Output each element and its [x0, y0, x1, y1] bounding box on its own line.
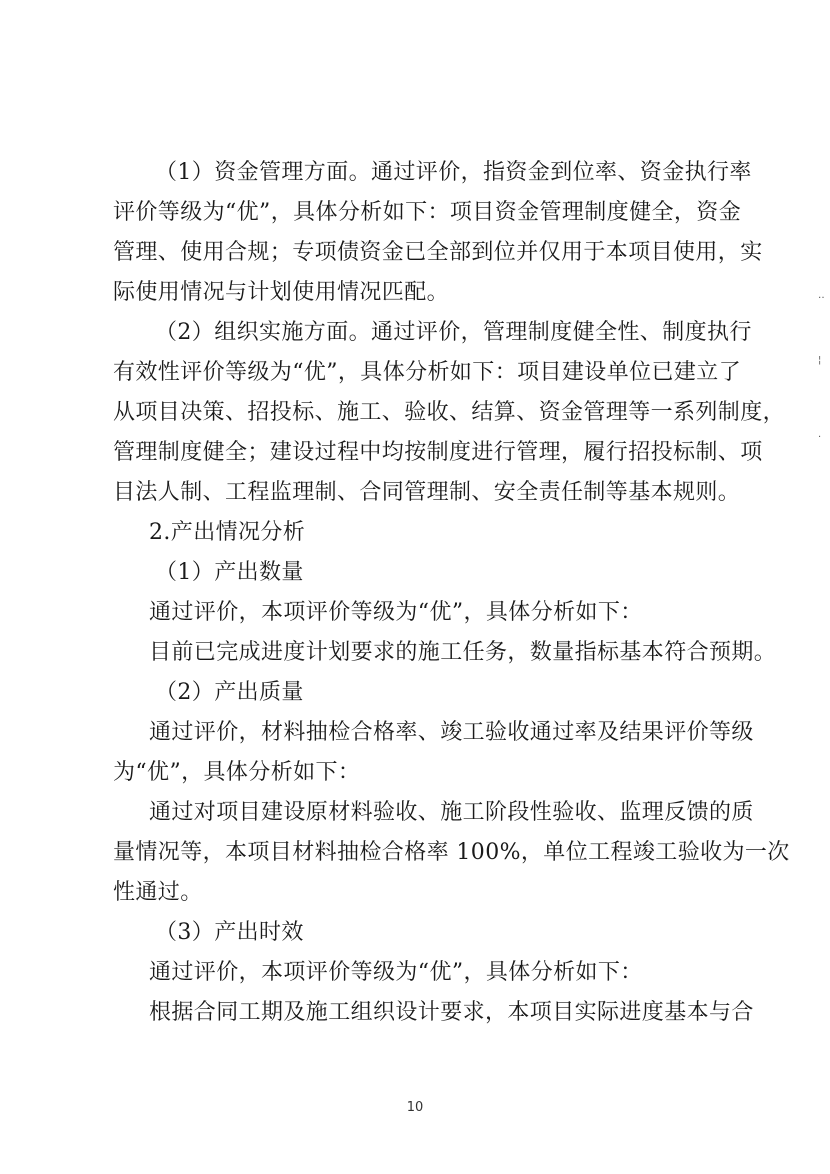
- subsection-heading: （3）产出时效: [155, 920, 304, 945]
- text-line: 管理、使用合规；专项债资金已全部到位并仅用于本项目使用，实: [113, 240, 763, 265]
- page-number: 10: [406, 1100, 424, 1115]
- text-line: 际使用情况与计划使用情况匹配。: [113, 280, 450, 305]
- text-line: 通过对项目建设原材料验收、施工阶段性验收、监理反馈的质: [149, 800, 754, 825]
- text-line: 从项目决策、招投标、施工、验收、结算、资金管理等一系列制度，: [113, 400, 786, 425]
- subsection-heading: （2）产出质量: [155, 680, 304, 705]
- text-line: 性通过。: [113, 880, 203, 905]
- text-line: 根据合同工期及施工组织设计要求，本项目实际进度基本与合: [149, 1000, 754, 1025]
- text-line: 管理制度健全；建设过程中均按制度进行管理，履行招投标制、项: [113, 440, 763, 465]
- text-line: （2）组织实施方面。通过评价，管理制度健全性、制度执行: [155, 320, 752, 345]
- text-line: 评价等级为“优”，具体分析如下：项目资金管理制度健全，资金: [113, 200, 742, 225]
- text-line: 目前已完成进度计划要求的施工任务，数量指标基本符合预期。: [149, 640, 777, 665]
- scan-mark: ‥: [818, 290, 825, 301]
- text-line: 通过评价，本项评价等级为“优”，具体分析如下：: [149, 600, 643, 625]
- document-body: [113, 153, 790, 1033]
- text-line: 为“优”，具体分析如下：: [113, 760, 361, 785]
- text-line: 通过评价，本项评价等级为“优”，具体分析如下：: [149, 960, 643, 985]
- text-line: 有效性评价等级为“优”，具体分析如下：项目建设单位已建立了: [113, 360, 742, 385]
- section-heading: 2.产出情况分析: [149, 520, 306, 545]
- text-line: 量情况等，本项目材料抽检合格率 100%，单位工程竣工验收为一次: [113, 840, 790, 865]
- scan-mark: ¦: [818, 355, 822, 366]
- text-line: 通过评价，材料抽检合格率、竣工验收通过率及结果评价等级: [149, 720, 754, 745]
- text-line: 目法人制、工程监理制、合同管理制、安全责任制等基本规则。: [113, 480, 741, 505]
- subsection-heading: （1）产出数量: [155, 560, 304, 585]
- text-line: （1）资金管理方面。通过评价，指资金到位率、资金执行率: [155, 160, 752, 185]
- scan-mark: ·: [818, 432, 822, 443]
